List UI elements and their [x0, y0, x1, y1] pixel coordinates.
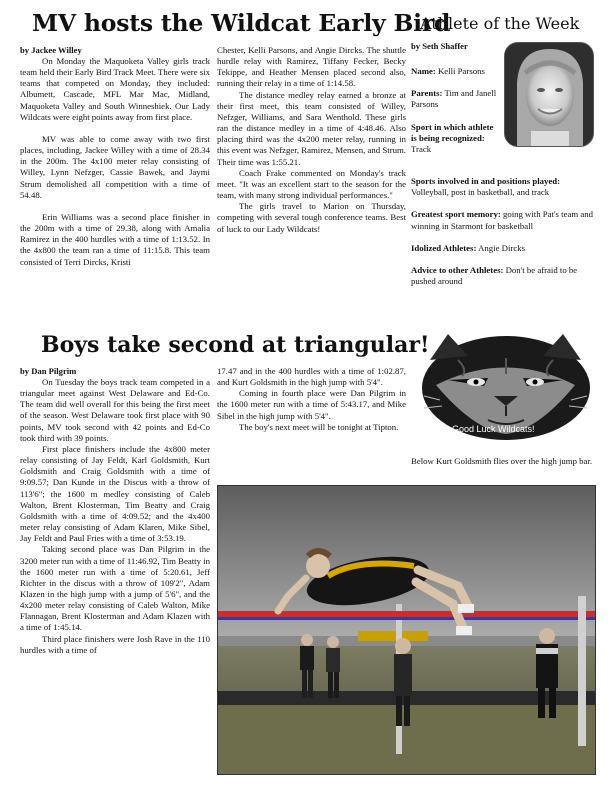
- athlete-byline: by Seth Shaffer: [411, 41, 468, 51]
- athlete-sports: Volleyball, post in basketball, and track: [411, 187, 550, 198]
- athlete-memory: going with Pat's team and winning in Starmont for basketball: [411, 209, 593, 231]
- athlete-title: Athlete of the Week: [420, 14, 580, 33]
- article2-paragraph: First place finishers include the 4x800 meter relay consisting of Jay Feldt, Karl Goldsmith, Kurt Goldsmith and Craig Goldsmith with a time of 9:09.57; Dan Kunde in the Discus with a throw of 113'6"; the 1600 m medley consisting of Caleb Walton, Brent Klosterman, Tim Beatty and Craig Goldsmith with a time of 4:09.52; and the 4x400 meter relay consisting of Adam Klaren, Mike Sibel, Jay Feldt and Paul Fries with a time of 3:53.19.: [20, 443, 210, 544]
- athlete-parents-label: Parents:: [411, 88, 443, 99]
- article2-paragraph: The boy's next meet will be tonight at Tipton.: [239, 421, 399, 432]
- athlete-idolized-row: [411, 243, 597, 254]
- article1-paragraph: MV was able to come away with two first places, including, Jackee Willey with a time of 28.34 in the 200m. The 4x100 meter relay consisting of Willey, Lynn Nefzger, Cassie Bawek, and Jaymi Strum demolished all competition with a time of 54.48.: [20, 133, 210, 200]
- athlete-parents: Tim and Janell Parsons: [411, 88, 497, 110]
- athlete-idolized-label: Idolized Athletes:: [411, 242, 477, 253]
- athlete-idolized: Angie Dircks: [478, 242, 526, 253]
- article2-byline: by Dan Pilgrim: [20, 366, 77, 376]
- athlete-sports-row: [411, 176, 597, 198]
- athlete-sport-label: Sport in which athlete is being recognized:: [411, 121, 494, 143]
- athlete-advice: Don't be afraid to be pushed around: [411, 265, 578, 287]
- article1-headline: MV hosts the Wildcat Early Bird: [32, 9, 451, 37]
- athlete-portrait-photo: [504, 42, 594, 147]
- high-jump-photo: [217, 485, 596, 775]
- athlete-profile-continued: [411, 176, 597, 298]
- article1-column-1: [20, 56, 210, 327]
- athlete-sport-row: [411, 122, 501, 156]
- athlete-advice-row: [411, 265, 597, 287]
- athlete-name: Kelli Parsons: [437, 66, 485, 76]
- article1-paragraph: Erin Williams was a second place finisher in the 200m with a time of 29.38, along with Amalia Ramirez in the 400 hurdles with a time of 1:13.52. In the 4x800 the team ran a time of 11:15.8. This team consisted of Terri Dircks, Kristi: [20, 211, 210, 267]
- athlete-memory-row: [411, 209, 597, 231]
- athlete-memory-label: Greatest sport memory:: [411, 209, 501, 220]
- article2-paragraph: Coming in fourth place were Dan Pilgrim in the 1600 meter run with a time of 5:43.17, and Mike Sibel in the high jump with 5'4".: [217, 388, 406, 421]
- article2-paragraph: Taking second place was Dan Pilgrim in the 3200 meter run with a time of 11:46.92, Tim Beatty in the 1600 meter run with a time of 5:20.61, Jeff Richter in the discus with a throw of 109'2", Adam Klazen in the high jump with a jump of 5'6", and the 4x200 meter relay consisting of Caleb Walton, Mike Flannagan, Brent Klosterman and Adam Klazen with a time of 1:45.14.: [20, 544, 210, 633]
- athlete-name-row: [411, 66, 501, 77]
- athlete-parents-row: [411, 88, 501, 110]
- athlete-sport: Track: [411, 144, 432, 155]
- athlete-sports-label: Sports involved in and positions played:: [411, 176, 561, 186]
- photo-caption: Below Kurt Goldsmith flies over the high jump bar.: [411, 456, 593, 466]
- athlete-name-label: Name:: [411, 66, 436, 76]
- article2-paragraph: Third place finishers were Josh Rave in the 110 hurdles with a time of: [20, 633, 210, 655]
- article1-paragraph: On Monday the Maquoketa Valley girls track team held their Early Bird Track Meet. There were six teams that competed on Monday, they included: Albumett, Cascade, MFL Mar Mac, Midland, Maquoketa Valley and South Winneshiek. Our Lady Wildcats were eight points away from first place.: [20, 56, 210, 122]
- mascot-caption: Good Luck Wildcats!: [452, 424, 535, 434]
- article1-byline: by Jackee Willey: [20, 45, 82, 55]
- article1-paragraph: The distance medley relay earned a bronze at their first meet, this team consisted of Willey, Nefzger, Williams, and Sara Wenthold. These girls ran the distance medley in a time of 4:48.46. Also placing third was the 4x200 meter relay, running in this event was Nefzger, Ramirez, Mensen, and Strum. Their time was 1:55.21.: [217, 89, 406, 167]
- article2-paragraph: On Tuesday the boys track team competed in a triangular meet against West Delaware and Ed-Co. The team did well overall for this being the first meet of the season. West Delaware took first place with 90 points, MV took second with 42 points and Ed-Co took third with 39 points.: [20, 377, 210, 443]
- article1-paragraph: The girls travel to Marion on Thursday, competing with several tough conference teams. Best of luck to our Lady Wildcats!: [217, 201, 406, 234]
- athlete-advice-label: Advice to other Athletes:: [411, 265, 504, 276]
- article2-paragraph: 17.47 and in the 400 hurdles with a time of 1:02.87, and Kurt Goldsmith in the high jump with 5'4".: [217, 366, 406, 388]
- article1-column-2: [217, 45, 406, 327]
- article1-paragraph: Chester, Kelli Parsons, and Angie Dircks. The shuttle hurdle relay with Ramirez, Tiffany Fecker, Becky Tekippe, and Heather Mensen placed second also, running their relay in a time of 1:14.58.: [217, 45, 406, 89]
- article2-column-2: [217, 366, 406, 478]
- article2-headline: Boys take second at triangular!: [41, 332, 430, 358]
- article1-paragraph: Coach Frake commented on Monday's track meet. "It was an excellent start to the season for the team, with many strong individual performances.": [217, 167, 406, 201]
- article2-column-1: [20, 377, 210, 777]
- athlete-profile: [411, 66, 501, 166]
